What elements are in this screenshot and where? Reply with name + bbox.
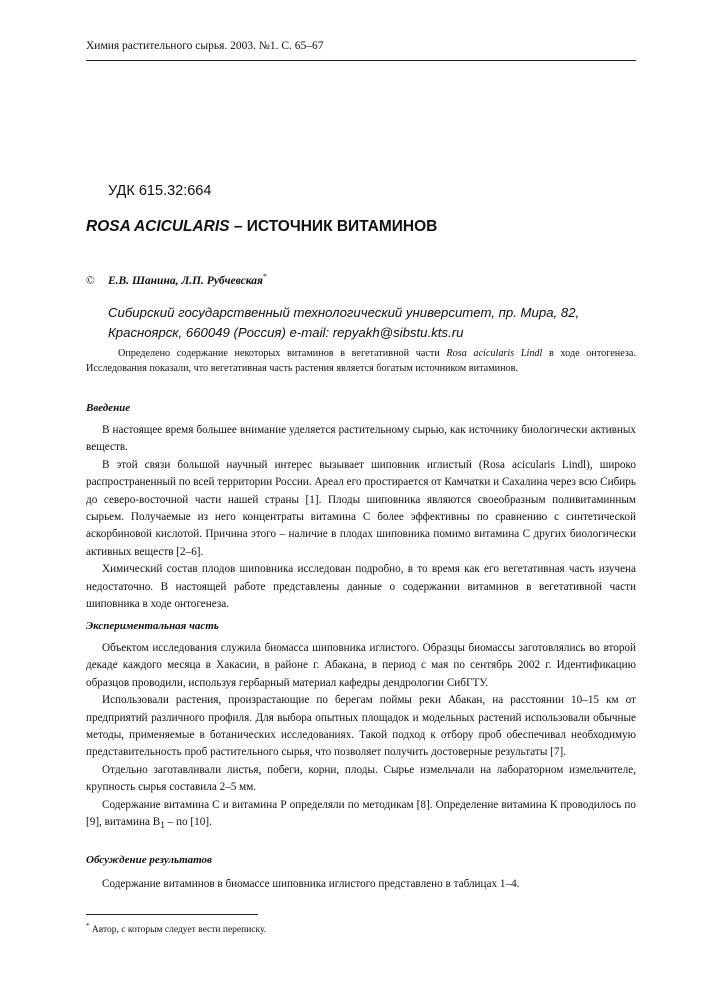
paragraph: Отдельно заготавливали листья, побеги, корни, плоды. Сырье измельчали на лабораторном измельчителе, крупность сырья составила 2–5 мм. xyxy=(86,763,636,794)
footnote-divider xyxy=(86,914,258,915)
affiliation xyxy=(108,303,628,343)
article-title xyxy=(86,218,437,236)
title-latin-name: ROSA ACICULARIS xyxy=(86,218,230,235)
affiliation-line-2: Красноярск, 660049 (Россия) e-mail: repyakh@sibstu.kts.ru xyxy=(108,325,464,340)
paragraph: Содержание витаминов в биомассе шиповника иглистого представлено в таблицах 1–4. xyxy=(102,878,520,890)
vitamin-subscript: 1 xyxy=(160,821,165,832)
journal-header: Химия растительного сырья. 2003. №1. С. 65–67 xyxy=(86,40,324,52)
abstract xyxy=(86,346,636,376)
paragraph: В настоящее время большее внимание уделяется растительному сырью, как источнику биологически активных веществ. xyxy=(86,424,636,454)
paragraph: Объектом исследования служила биомасса шиповника иглистого. Образцы биомассы заготовлялись во второй декаде каждого месяца в Хакасии, в районе г. Абакана, в период с мая по сентябрь 2002 г. Идентификацию образцов проводили, используя гербарный материал кафедры дендрологии СибГТУ. xyxy=(86,642,636,689)
introduction-body xyxy=(86,422,636,613)
paragraph: Химический состав плодов шиповника исследован подробно, в то время как его вегетативная часть изучена недостаточно. В настоящей работе представлены данные о содержании витаминов в вегетативной части шиповника в ходе онтогенеза. xyxy=(86,563,636,611)
udk-code: УДК 615.32:664 xyxy=(108,183,212,199)
section-heading-discussion: Обсуждение результатов xyxy=(86,854,212,866)
paragraph: В этой связи большой научный интерес вызывает шиповник иглистый (Rosa acicularis Lindl), широко распространенный по всей территории России. Ареал его простирается от Камчатки и Сахалина через всю Сибирь до северо-восточной части нашей страны [1]. Плоды шиповника являются своеобразным поливитаминным сырьем. Получаемые из него концентраты витамина С более эффективны по сравнению с синтетической аскорбиновой кислотой. Причина этого – наличие в плодах шиповника помимо витамина С других биологически активных веществ [2–6]. xyxy=(86,458,636,558)
footnote-text: Автор, с которым следует вести переписку. xyxy=(89,925,267,936)
abstract-text-start: Определено содержание некоторых витаминов в вегетативной части xyxy=(118,348,447,359)
discussion-body xyxy=(86,876,636,893)
paragraph: Использовали растения, произрастающие по берегам поймы реки Абакан, на расстоянии 10–15 км от предприятий различного профиля. Для выбора опытных площадок и модельных растений использовали обычные методы, применяемые в ботанических исследованиях. Такой подход к отбору проб обеспечивал необходимую представительность проб растительного сырья, что позволяет получить достоверные результаты [7]. xyxy=(86,694,636,759)
paragraph xyxy=(86,797,636,836)
vitamin-methods-text-end: – по [10]. xyxy=(164,816,212,829)
abstract-text-end: в ходе онтогенеза. Исследования показали, что вегетативная часть растения является богатым источником витаминов. xyxy=(86,348,636,374)
copyright-symbol: © xyxy=(86,274,95,287)
affiliation-line-1: Сибирский государственный технологический университет, пр. Мира, 82, xyxy=(108,305,580,320)
author-line xyxy=(86,272,267,287)
header-divider xyxy=(86,60,636,61)
footnote-marker: * xyxy=(86,922,90,930)
section-heading-experimental: Экспериментальная часть xyxy=(86,620,219,632)
abstract-species-name: Rosa acicularis Lindl xyxy=(446,348,543,359)
experimental-body xyxy=(86,640,636,836)
footnote xyxy=(86,922,266,935)
title-rest: – ИСТОЧНИК ВИТАМИНОВ xyxy=(229,218,438,235)
author-names: Е.В. Шанина, Л.П. Рубчевская xyxy=(108,274,263,287)
vitamin-methods-text: Содержание витамина С и витамина Р определяли по методикам [8]. Определение витамина К проводилось по [9], витамина B xyxy=(86,798,636,829)
author-footnote-marker: * xyxy=(262,272,267,281)
section-heading-introduction: Введение xyxy=(86,402,131,414)
